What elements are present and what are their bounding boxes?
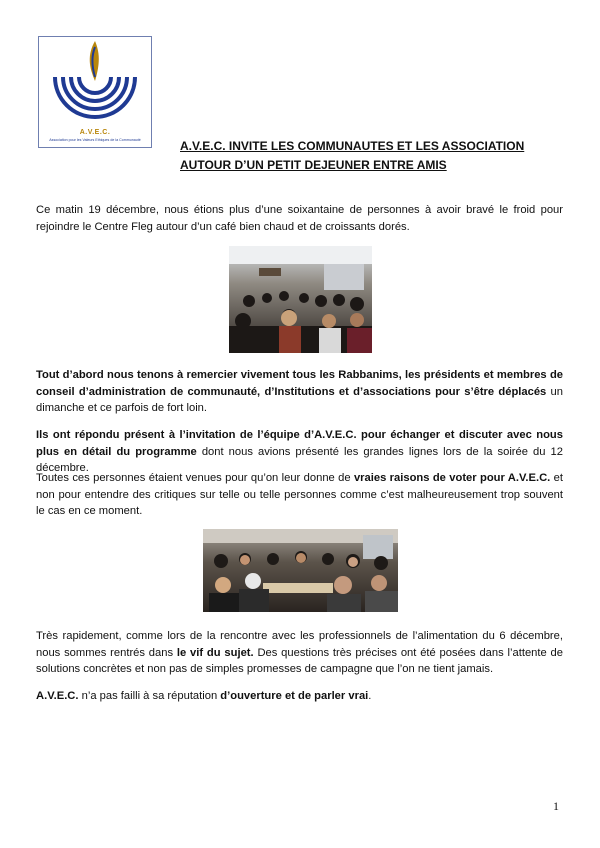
- paragraph-reasons-text-b: et non pour entendre des critiques sur telle ou telle personnes comme c’est malheureusement trop souvent le cas en ce moment.: [36, 472, 563, 517]
- paragraph-thanks: [36, 367, 563, 417]
- paragraph-reasons-bold: vraies raisons de voter pour A.V.E.C.: [353, 472, 551, 484]
- paragraph-intro-text: Ce matin 19 décembre, nous étions plus d’une soixantaine de personnes à avoir bravé le froid pour rejoindre le Centre Fleg autour d’un café bien chaud et de croissants dorés.: [36, 204, 563, 233]
- paragraph-intro: [36, 202, 563, 235]
- paragraph-invitation-text: dont nous avions présenté les grandes lignes lors de la soirée du 12 décembre.: [36, 445, 563, 474]
- paragraph-conclusion-bold-2: d’ouverture et de parler vrai: [220, 690, 369, 702]
- paragraph-discussion: [36, 628, 563, 678]
- title-line-1: A.V.E.C. INVITE LES COMMUNAUTES ET LES ASSOCIATION: [180, 139, 525, 153]
- event-photo-1: [229, 246, 372, 353]
- title-line-2: AUTOUR D’UN PETIT DEJEUNER ENTRE AMIS: [180, 158, 447, 172]
- paragraph-conclusion-text-b: .: [368, 690, 372, 702]
- paragraph-discussion-text-b: Des questions très précises ont été posées dans l’attente de solutions concrètes et non pas de simples promesses de campagne que l’on ne tient jamais.: [36, 646, 563, 675]
- paragraph-conclusion-bold-1: A.V.E.C.: [36, 690, 79, 702]
- page-title: [180, 137, 540, 175]
- event-photo-2: [203, 529, 398, 612]
- logo-name: A.V.E.C.: [79, 129, 111, 136]
- menorah-logo-icon: [39, 37, 151, 129]
- logo-subtitle: Association pour les Valeurs Ethiques de la Communauté: [49, 138, 141, 142]
- paragraph-invitation-bold: Ils ont répondu présent à l’invitation de l’équipe d’A.V.E.C. pour échanger et discuter avec nous plus en détail du programme: [36, 429, 563, 458]
- paragraph-reasons-text-a: Toutes ces personnes étaient venues pour qu’on leur donne de: [36, 472, 354, 484]
- paragraph-thanks-bold: Tout d’abord nous tenons à remercier vivement tous les Rabbanims, les présidents et membres de conseil d’administration de communauté, d’Institutions et d’associations pour s’être déplacés: [36, 369, 563, 398]
- avec-logo: [38, 36, 152, 148]
- paragraph-conclusion-text-a: n’a pas failli à sa réputation: [78, 690, 221, 702]
- paragraph-discussion-bold: le vif du sujet.: [176, 646, 254, 659]
- paragraph-thanks-text: un dimanche et ce parfois de fort loin.: [36, 385, 563, 414]
- paragraph-discussion-text-a: Très rapidement, comme lors de la rencontre avec les professionnels de l’alimentation du 6 décembre, nous sommes rentrés dans: [36, 630, 563, 659]
- paragraph-reasons: [36, 470, 563, 520]
- page-number: 1: [553, 799, 559, 813]
- paragraph-conclusion: [36, 688, 563, 705]
